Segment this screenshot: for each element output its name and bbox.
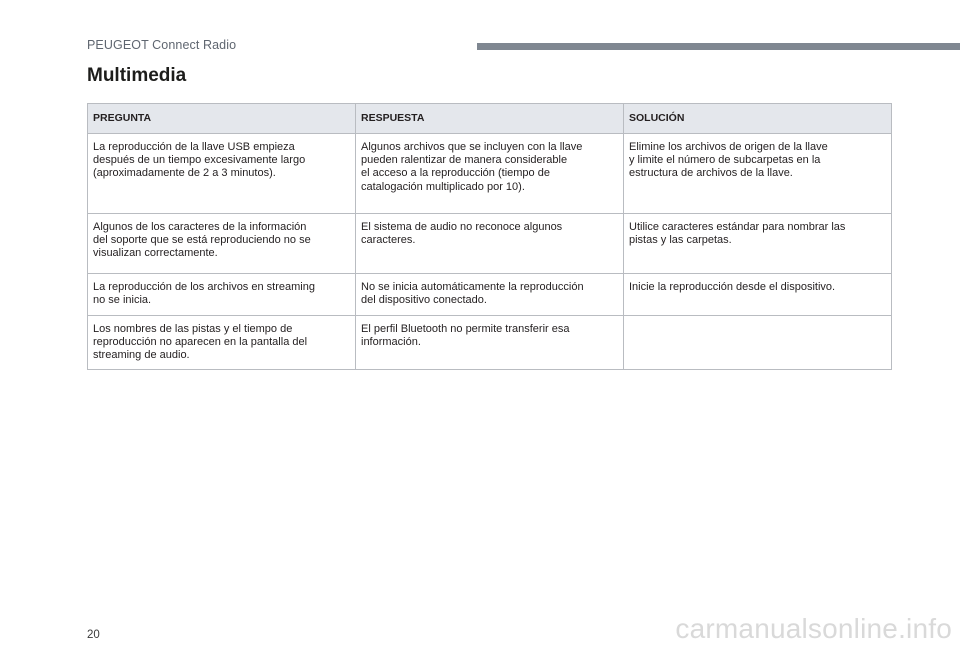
question-cell: La reproducción de los archivos en streaming no se inicia. — [88, 274, 356, 316]
solution-cell — [624, 316, 892, 370]
solution-cell: Elimine los archivos de origen de la llave y limite el número de subcarpetas en la estructura de archivos de la llave. — [624, 134, 892, 214]
answer-cell: No se inicia automáticamente la reproducción del dispositivo conectado. — [356, 274, 624, 316]
troubleshooting-table — [87, 103, 892, 370]
table-row — [88, 134, 892, 214]
answer-cell: El perfil Bluetooth no permite transferir esa información. — [356, 316, 624, 370]
page-header-title: PEUGEOT Connect Radio — [87, 38, 237, 52]
table-row — [88, 214, 892, 274]
column-header-question: PREGUNTA — [88, 104, 356, 134]
solution-cell: Utilice caracteres estándar para nombrar las pistas y las carpetas. — [624, 214, 892, 274]
answer-cell: Algunos archivos que se incluyen con la llave pueden ralentizar de manera considerable el acceso a la reproducción (tiempo de catalogación multiplicado por 10). — [356, 134, 624, 214]
column-header-answer: RESPUESTA — [356, 104, 624, 134]
answer-cell: El sistema de audio no reconoce algunos caracteres. — [356, 214, 624, 274]
question-cell: Los nombres de las pistas y el tiempo de reproducción no aparecen en la pantalla del streaming de audio. — [88, 316, 356, 370]
watermark: carmanualsonline.info — [675, 613, 952, 644]
section-title: Multimedia — [87, 65, 187, 86]
question-cell: Algunos de los caracteres de la información del soporte que se está reproduciendo no se visualizan correctamente. — [88, 214, 356, 274]
solution-cell: Inicie la reproducción desde el dispositivo. — [624, 274, 892, 316]
header-divider-bar — [477, 43, 960, 50]
question-cell: La reproducción de la llave USB empieza después de un tiempo excesivamente largo (aproximadamente de 2 a 3 minutos). — [88, 134, 356, 214]
table-header-row — [88, 104, 892, 134]
table-row — [88, 316, 892, 370]
table-row — [88, 274, 892, 316]
column-header-solution: SOLUCIÓN — [624, 104, 892, 134]
page-number: 20 — [87, 629, 100, 641]
